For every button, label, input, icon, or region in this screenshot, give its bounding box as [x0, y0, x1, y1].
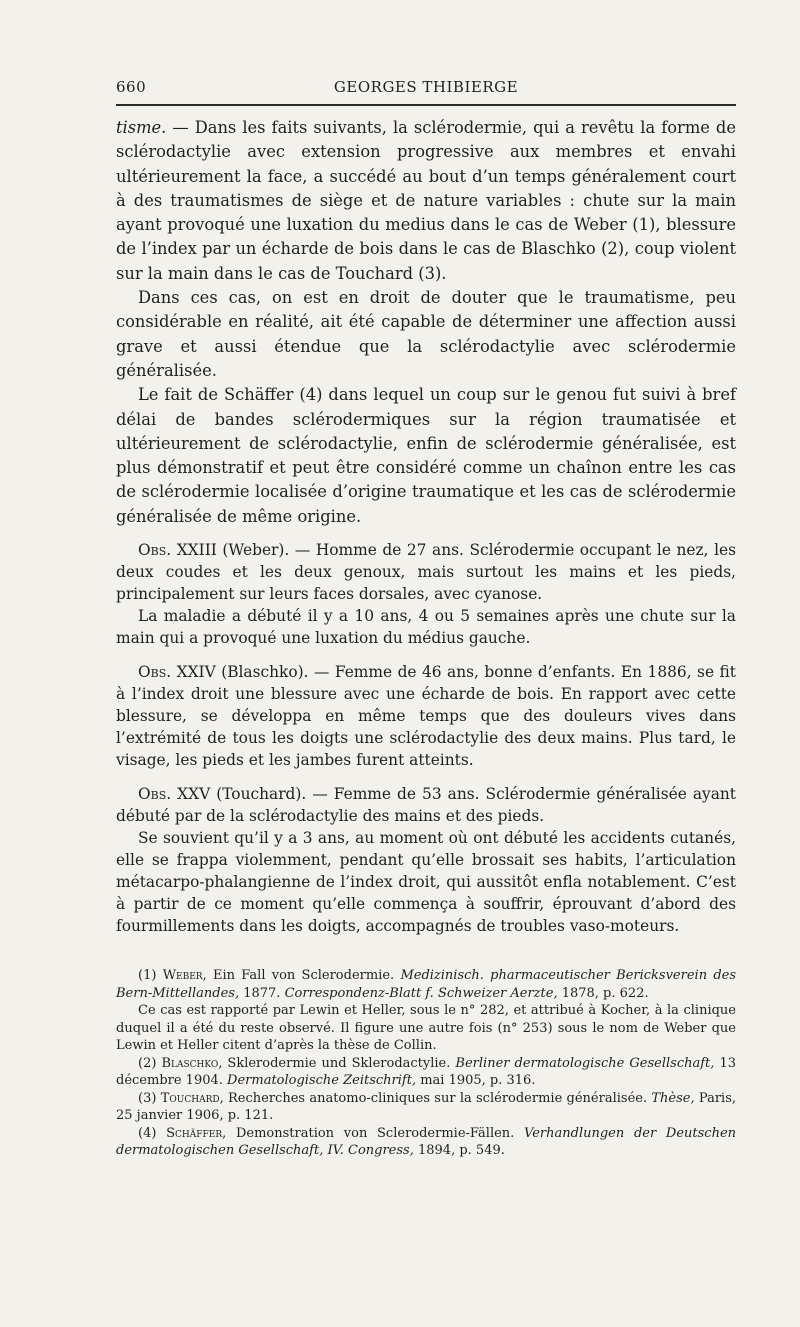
observation-23: [116, 539, 736, 649]
footnote-2-date: 13 décembre 1904.: [116, 1055, 736, 1089]
footnote-3-source: Thèse,: [651, 1090, 695, 1106]
footnote-3-number: (3): [138, 1090, 161, 1106]
obs-24-text: XXIV (Blaschko). — Femme de 46 ans, bonne d’enfants. En 1886, se fit à l’index droit une blessure avec une écharde de bois. En rapport avec cette blessure, se développa en même temps que des douleurs vives dans l’extrémité de tous les doigts une sclérodactylie des deux mains. Plus tard, le visage, les pieds et les jambes furent atteints.: [116, 663, 736, 770]
running-header: [116, 78, 736, 96]
footnote-2-title: , Sklerodermie und Sklerodactylie.: [218, 1055, 456, 1071]
footnote-4-ref: 1894, p. 549.: [413, 1143, 505, 1159]
footnote-2: [116, 1055, 736, 1090]
footnote-1-number: (1): [138, 968, 163, 984]
footnotes: [116, 967, 736, 1160]
footnote-3-ref: Paris, 25 janvier 1906, p. 121.: [116, 1090, 736, 1124]
paragraph-2: Dans ces cas, on est en droit de douter que le traumatisme, peu considérable en réalité, ait été capable de déterminer une affection aussi grave et aussi étendue que la sclérodactylie avec sclérodermie généralisée.: [116, 288, 736, 380]
observation-25: [116, 783, 736, 937]
header-rule: [116, 104, 736, 106]
footnote-1-year: 1877.: [239, 985, 285, 1001]
obs-23-text-2: La maladie a débuté il y a 10 ans, 4 ou 5 semaines après une chute sur la main qui a provoqué une luxation du médius gauche.: [116, 607, 736, 648]
footnote-4-source: Verhandlungen der Deutschen dermatologischen Gesellschaft, IV. Congress,: [116, 1125, 737, 1159]
obs-25-label: Obs.: [138, 785, 172, 804]
footnote-3-title: , Recherches anatomo-cliniques sur la sclérodermie généralisée.: [219, 1090, 652, 1106]
footnote-1-ref: 1878, p. 622.: [557, 985, 649, 1001]
footnote-1-author: Weber: [162, 968, 203, 984]
paragraph-1-text: — Dans les faits suivants, la sclérodermie, qui a revêtu la forme de sclérodactylie avec extension progressive aux membres et envahi ultérieurement la face, a succédé au bout d’un temps généralement court à des traumatismes de siège et de nature variables : chute sur la main ayant provoqué une luxation du medius dans le cas de Weber (1), blessure de l’index par un écharde de bois dans le cas de Blaschko (2), coup violent sur la main dans le cas de Touchard (3).: [116, 118, 736, 283]
obs-25-text-2: Se souvient qu’il y a 3 ans, au moment où ont débuté les accidents cutanés, elle se frappa violemment, pendant qu’elle brossait ses habits, l’articulation métacarpo-phalangienne de l’index droit, qui aussitôt enfla notablement. C’est à partir de ce moment qu’elle commença à souffrir, éprouvant d’abord des fourmillements dans les doigts, accompagnés de troubles vaso-moteurs.: [116, 829, 736, 936]
obs-23-label: Obs.: [138, 541, 172, 560]
footnote-3: [116, 1090, 736, 1125]
footnote-2-author: Blaschko: [161, 1055, 219, 1071]
obs-23-text: XXIII (Weber). — Homme de 27 ans. Sclérodermie occupant le nez, les deux coudes et les deux genoux, mais surtout les mains et les pieds, principalement sur leurs faces dorsales, avec cyanose.: [116, 541, 736, 604]
page-number: 660: [116, 78, 147, 96]
footnote-2-ref: mai 1905, p. 316.: [416, 1073, 536, 1089]
footnote-1-journal: Correspondenz-Blatt f. Schweizer Aerzte,: [284, 985, 558, 1001]
footnote-2-number: (2): [138, 1055, 162, 1071]
footnote-2-journal: Dermatologische Zeitschrift,: [227, 1073, 417, 1089]
footnote-1: [116, 967, 736, 1002]
footnote-1-title: , Ein Fall von Sclerodermie.: [202, 968, 401, 984]
obs-24-label: Obs.: [138, 663, 172, 682]
footnote-1-extra: Ce cas est rapporté par Lewin et Heller, sous le n° 282, et attribué à Kocher, à la clinique duquel il a été du reste observé. Il figure une autre fois (n° 253) sous le nom de Weber que Lewin et Heller citent d’après la thèse de Collin.: [116, 1003, 736, 1054]
footnote-3-author: Touchard: [160, 1090, 220, 1106]
footnote-1-source: Medizinisch. pharmaceutischer Bericksverein des Bern-Mittellandes,: [116, 968, 737, 1001]
paragraph-3: Le fait de Schäffer (4) dans lequel un coup sur le genou fut suivi à bref délai de bandes sclérodermiques sur la région traumatisée et ultérieurement de sclérodactylie, enfin de sclérodermie généralisée, est plus démonstratif et peut être considéré comme un chaînon entre les cas de sclérodermie localisée d’origine traumatique et les cas de sclérodermie généralisée de même origine.: [116, 385, 736, 526]
observations: [116, 539, 736, 937]
paragraph-1-lead: tisme.: [116, 118, 167, 137]
page: [116, 78, 736, 1160]
observation-24: [116, 661, 736, 771]
main-text: [116, 116, 736, 529]
footnote-4-number: (4): [138, 1125, 167, 1141]
footnote-4-title: , Demonstration von Sclerodermie-Fällen.: [222, 1125, 525, 1141]
running-title: GEORGES THIBIERGE: [333, 78, 519, 96]
paragraph-1: [116, 116, 736, 286]
footnote-4-author: Schäffer: [166, 1125, 223, 1141]
footnote-4: [116, 1125, 736, 1160]
obs-25-text: XXV (Touchard). — Femme de 53 ans. Sclérodermie généralisée ayant débuté par de la sclérodactylie des mains et des pieds.: [116, 785, 736, 826]
footnote-2-source: Berliner dermatologische Gesellschaft,: [455, 1055, 715, 1071]
